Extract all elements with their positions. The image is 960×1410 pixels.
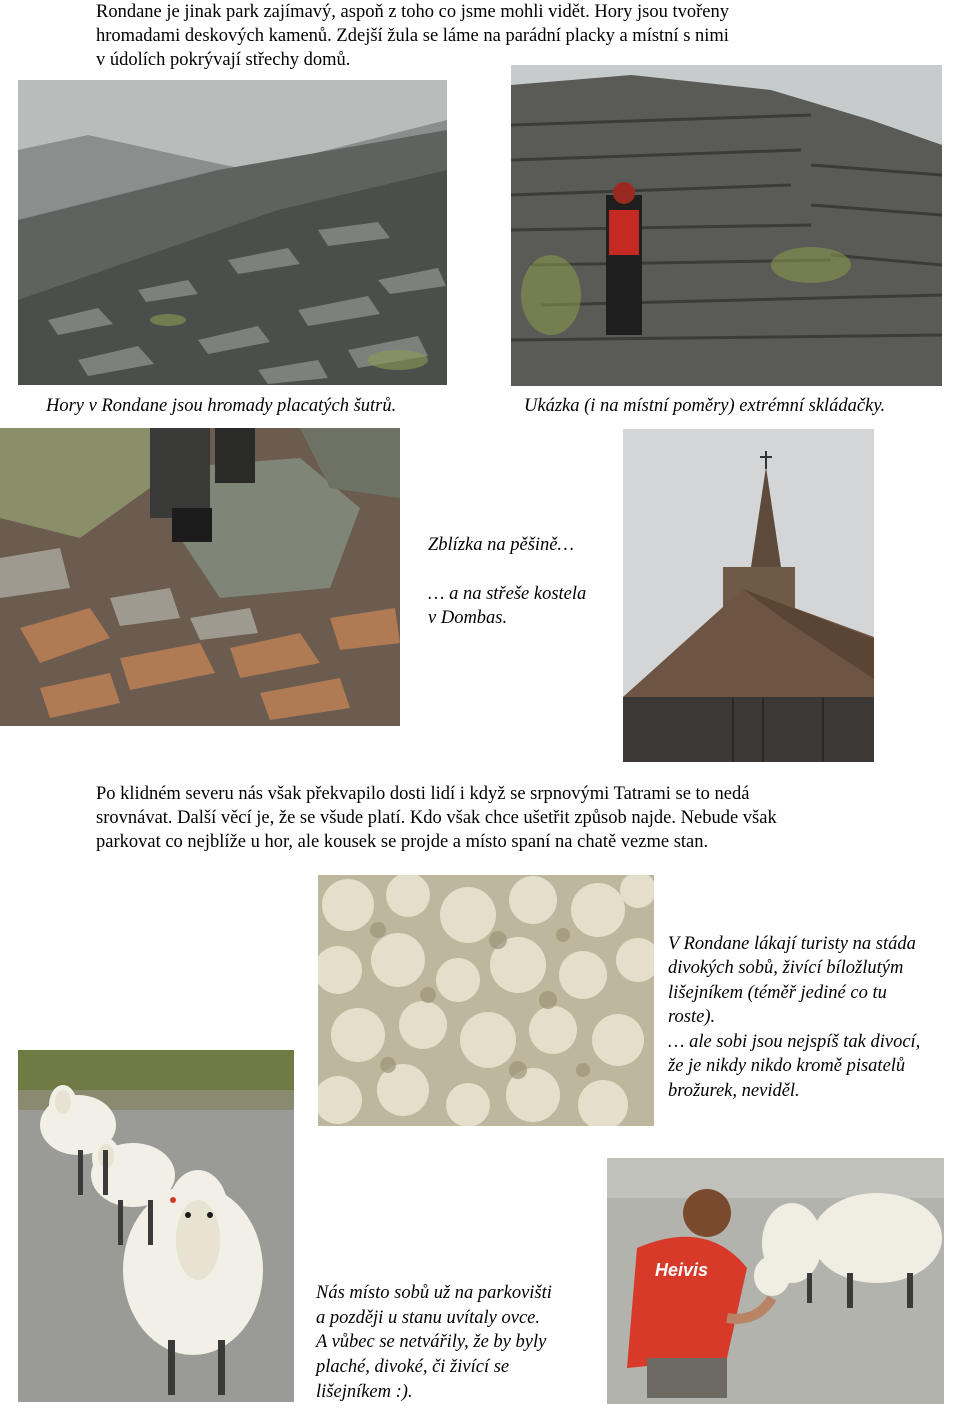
lichen-caption-3: lišejníkem (téměř jediné co tu	[668, 983, 887, 1003]
shirt-logo-text: Heivis	[655, 1260, 709, 1280]
photo-scree-slope	[18, 80, 447, 385]
photo-path-stones	[0, 428, 400, 726]
caption-scree: Hory v Rondane jsou hromady placatých šutrů.	[46, 396, 397, 416]
lichen-caption-5: … ale sobi jsou nejspíš tak divocí,	[668, 1032, 921, 1052]
photo-rock-stack-hiker	[511, 65, 942, 386]
intro-line-2: hromadami deskových kamenů. Zdejší žula se láme na parádní placky a místní s nimi	[96, 26, 729, 46]
sheep-caption-4: plaché, divoké, či živící se	[316, 1357, 510, 1377]
lichen-caption-4: roste).	[668, 1007, 716, 1027]
photo-lichen	[318, 875, 654, 1126]
photo-church-dombas	[623, 429, 874, 762]
sheep-caption-3: A vůbec se netvářily, že by byly	[316, 1332, 547, 1352]
middle-line-1: Po klidném severu nás však překvapilo dosti lidí i když se srpnovými Tatrami se to nedá	[96, 784, 750, 804]
caption-path: Zblízka na pěšině…	[428, 535, 574, 555]
sheep-caption-5: lišejníkem :).	[316, 1382, 413, 1402]
lichen-caption-7: brožurek, neviděl.	[668, 1081, 800, 1101]
lichen-caption-1: V Rondane lákají turisty na stáda	[668, 934, 916, 954]
sheep-caption-1: Nás místo sobů už na parkovišti	[316, 1283, 552, 1303]
middle-line-2: srovnávat. Další věcí je, že se všude platí. Kdo však chce ušetřit způsob najde. Nebude však	[96, 808, 777, 828]
photo-sheep-road	[18, 1050, 294, 1402]
sheep-caption-2: a později u stanu uvítaly ovce.	[316, 1308, 541, 1328]
caption-church-1: … a na střeše kostela	[428, 584, 587, 604]
photo-woman-sheep	[607, 1158, 944, 1404]
lichen-caption-6: že je nikdy nikdo kromě pisatelů	[668, 1056, 906, 1076]
lichen-caption-2: divokých sobů, živící bíložlutým	[668, 958, 904, 978]
caption-puzzle: Ukázka (i na místní poměry) extrémní skládačky.	[524, 396, 886, 416]
middle-line-3: parkovat co nejblíže u hor, ale kousek se projde a místo spaní na chatě vezme stan.	[96, 832, 709, 852]
intro-line-3: v údolích pokrývají střechy domů.	[96, 50, 351, 70]
caption-church-2: v Dombas.	[428, 608, 508, 628]
intro-line-1: Rondane je jinak park zajímavý, aspoň z toho co jsme mohli vidět. Hory jsou tvořeny	[96, 2, 729, 22]
